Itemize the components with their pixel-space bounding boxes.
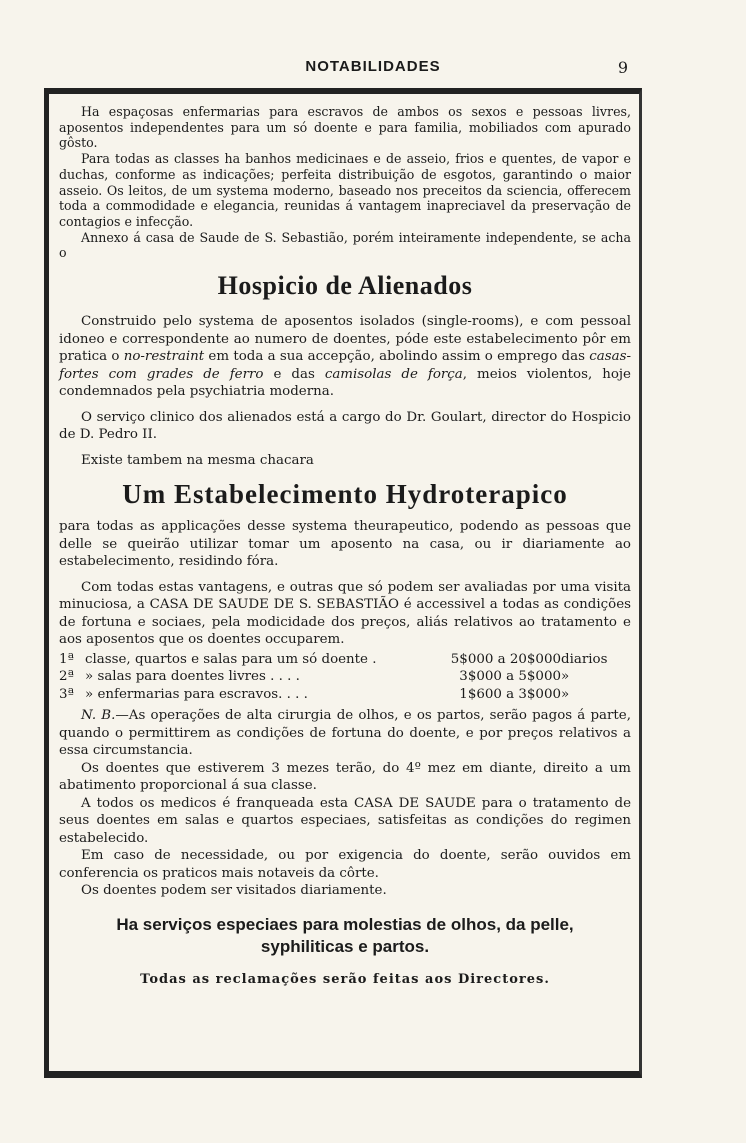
running-title: NOTABILIDADES [305, 58, 441, 75]
paragraph-banhos: Para todas as classes ha banhos medicinaes e de asseio, frios e quentes, de vapor e duchas, conforme as indicações; perfeita distribuição de esgotos, garantindo o maior asseio. Os leitos, de um systema moderno, baseado nos preceitos da sciencia, offerecem toda a commodidade e elegancia, reunidas á vantagem inapreciavel da preservação de contagios e infecção. [59, 151, 631, 229]
paragraph-conferencia: Em caso de necessidade, ou por exigencia do doente, serão ouvidos em conferencia os praticos mais notaveis da côrte. [59, 848, 631, 881]
heading-hospicio: Hospicio de Alienados [217, 271, 473, 301]
directors-notice: Todas as reclamações serão feitas aos Directores. [140, 971, 550, 987]
price-row: 1ª classe, quartos e salas para um só doente . 5$000 a 20$000 diarios [59, 651, 608, 667]
advertisement-body [59, 104, 631, 1065]
price-table [59, 651, 631, 704]
paragraph-servico-clinico: O serviço clinico dos alienados está a cargo do Dr. Goulart, director do Hospicio de D. Pedro II. [59, 409, 631, 443]
paragraph-vantagens: Com todas estas vantagens, e outras que só podem ser avaliadas por uma visita minuciosa, a CASA DE SAUDE DE S. SEBASTIÃO é accessivel a todas as condições de fortuna e sociaes, pela modicidade dos preços, aliás relativos ao tratamento e aos aposentos que os doentes occuparem. [59, 579, 631, 648]
page-header [0, 58, 746, 82]
paragraph-applicacoes: para todas as applicações desse systema theurapeutico, podendo as pessoas que delle se queirão utilizar tomar um aposento na casa, ou ir diariamente ao estabelecimento, residindo fóra. [59, 519, 631, 570]
paragraph-visitas: Os doentes podem ser visitados diariamente. [81, 883, 387, 899]
paragraph-enfermarias: Ha espaçosas enfermarias para escravos de ambos os sexos e pessoas livres, aposentos independentes para um só doente e para familia, mobiliados com apurado gôsto. [59, 104, 631, 151]
paragraph-chacara: Existe tambem na mesma chacara [81, 452, 314, 468]
paragraph-abatimento: Os doentes que estiverem 3 mezes terão, do 4º mez em diante, direito a um abatimento proporcional á sua classe. [59, 760, 631, 794]
paragraph-medicos: A todos os medicos é franqueada esta CASA DE SAUDE para o tratamento de seus doentes em salas e quartos especiaes, satisfeitas as condições do regimen estabelecido. [59, 795, 631, 846]
special-services: Ha serviços especiaes para molestias de olhos, da pelle, syphiliticas e partos. [116, 914, 574, 956]
price-row: 3ª » enfermarias para escravos. . . . 1$600 a 3$000 » [59, 686, 570, 702]
advertisement-frame [44, 88, 642, 1078]
paragraph-construido: Construido pelo systema de aposentos isolados (single-rooms), e com pessoal idoneo e correspondente ao numero de doentes, póde este estabelecimento pôr em pratica o no-restraint em toda a sua accepção, abolindo assim o emprego das casas-fortes com grades de ferro e das camisolas de força, meios violentos, hoje condemnados pela psychiatria moderna. [59, 314, 631, 400]
paragraph-nb: N. B.—As operações de alta cirurgia de olhos, e os partos, serão pagos á parte, quando o permittirem as condições de fortuna do doente, e por preços relativos a essa circumstancia. [59, 708, 631, 759]
paragraph-annexo: Annexo á casa de Saude de S. Sebastião, porém inteiramente independente, se acha o [59, 229, 631, 261]
heading-hydroterapico: Um Estabelecimento Hydroterapico [122, 479, 568, 510]
page-number: 9 [617, 58, 628, 77]
price-row: 2ª » salas para doentes livres . . . . 3$000 a 5$000 » [59, 669, 570, 685]
